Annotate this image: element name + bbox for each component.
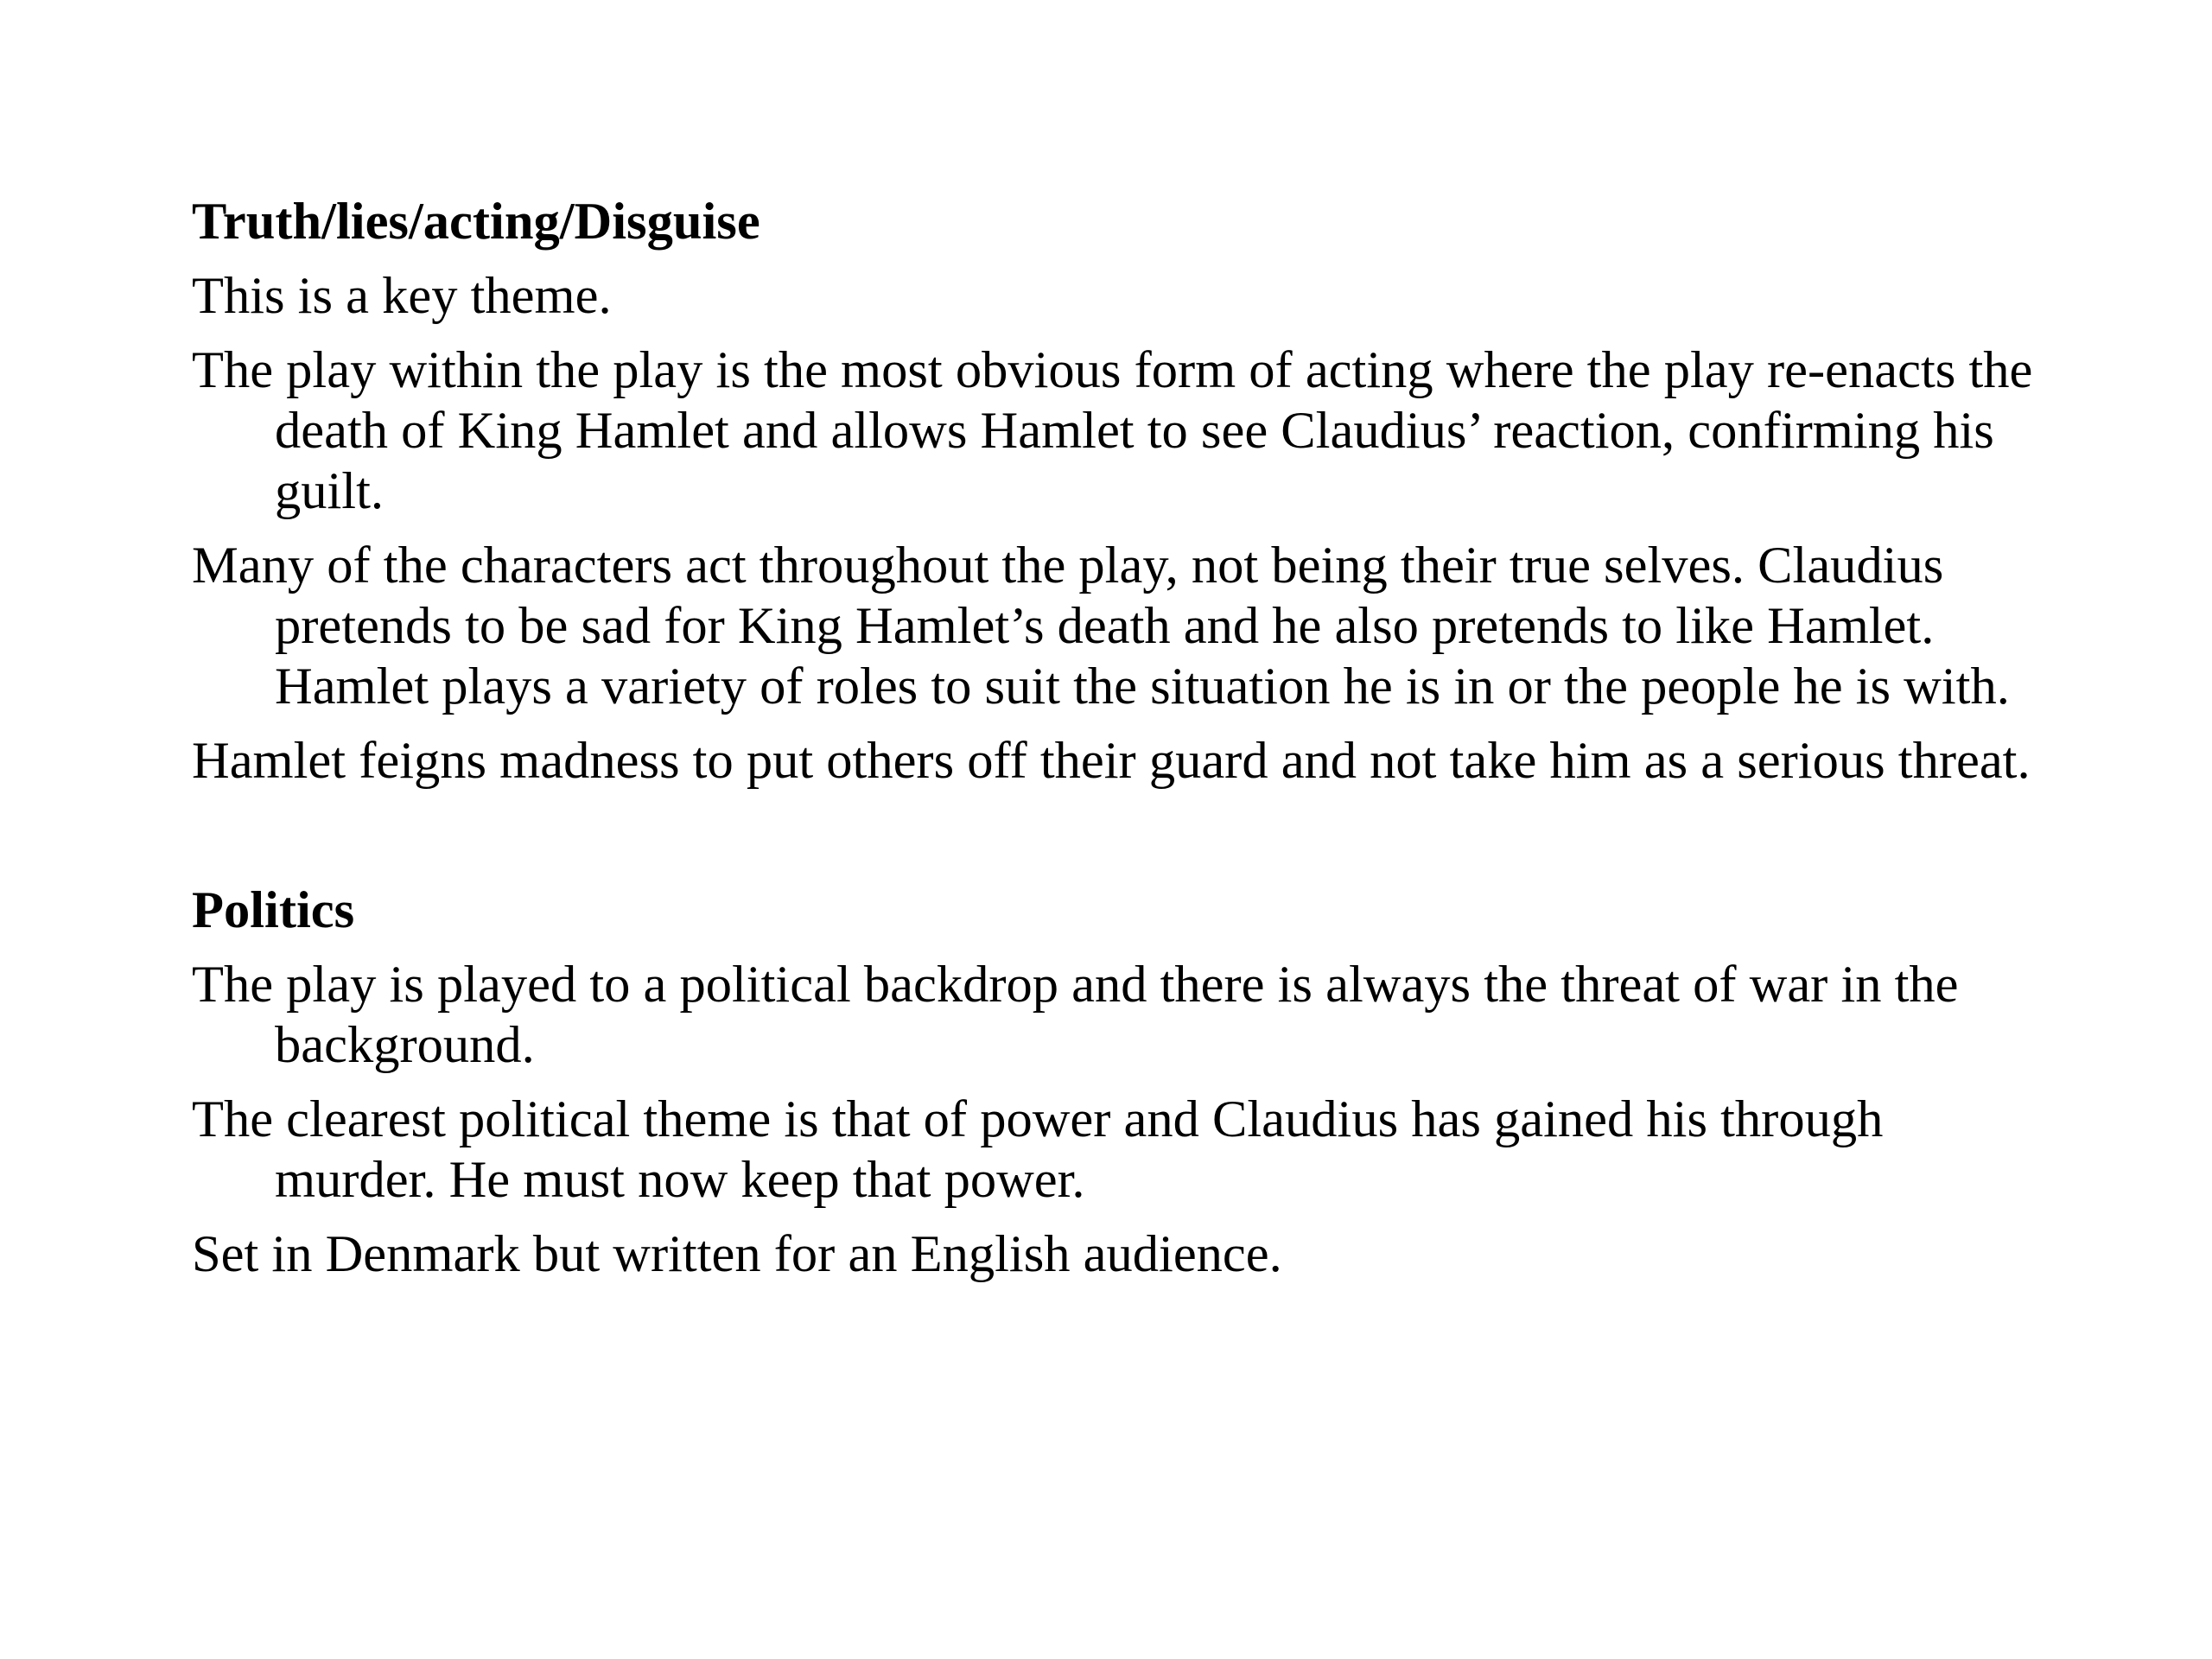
paragraph: Hamlet feigns madness to put others off their guard and not take him as a serious threat. [192, 732, 2031, 790]
paragraph: The play is played to a political backdrop and there is always the threat of war in the background. [192, 956, 1959, 1074]
paragraph: Many of the characters act throughout the play, not being their true selves. Claudius pretends to be sad for King Hamlet’s death and he also pretends to like Hamlet. Hamlet plays a variety of roles to suit the situation he is in or the people he is with. [192, 537, 2010, 715]
paragraph: This is a key theme. [192, 267, 612, 325]
text-body [192, 192, 2050, 1285]
paragraph: The clearest political theme is that of power and Claudius has gained his through murder. He must now keep that power. [192, 1090, 1884, 1209]
section-heading: Truth/lies/acting/Disguise [192, 193, 760, 251]
section-heading: Politics [192, 881, 355, 939]
section-politics [192, 880, 2050, 1285]
paragraph: Set in Denmark but written for an English audience. [192, 1225, 1282, 1283]
section-truth-lies [192, 192, 2050, 791]
paragraph: The play within the play is the most obvious form of acting where the play re-enacts the death of King Hamlet and allows Hamlet to see Claudius’ reaction, confirming his guilt. [192, 341, 2033, 520]
